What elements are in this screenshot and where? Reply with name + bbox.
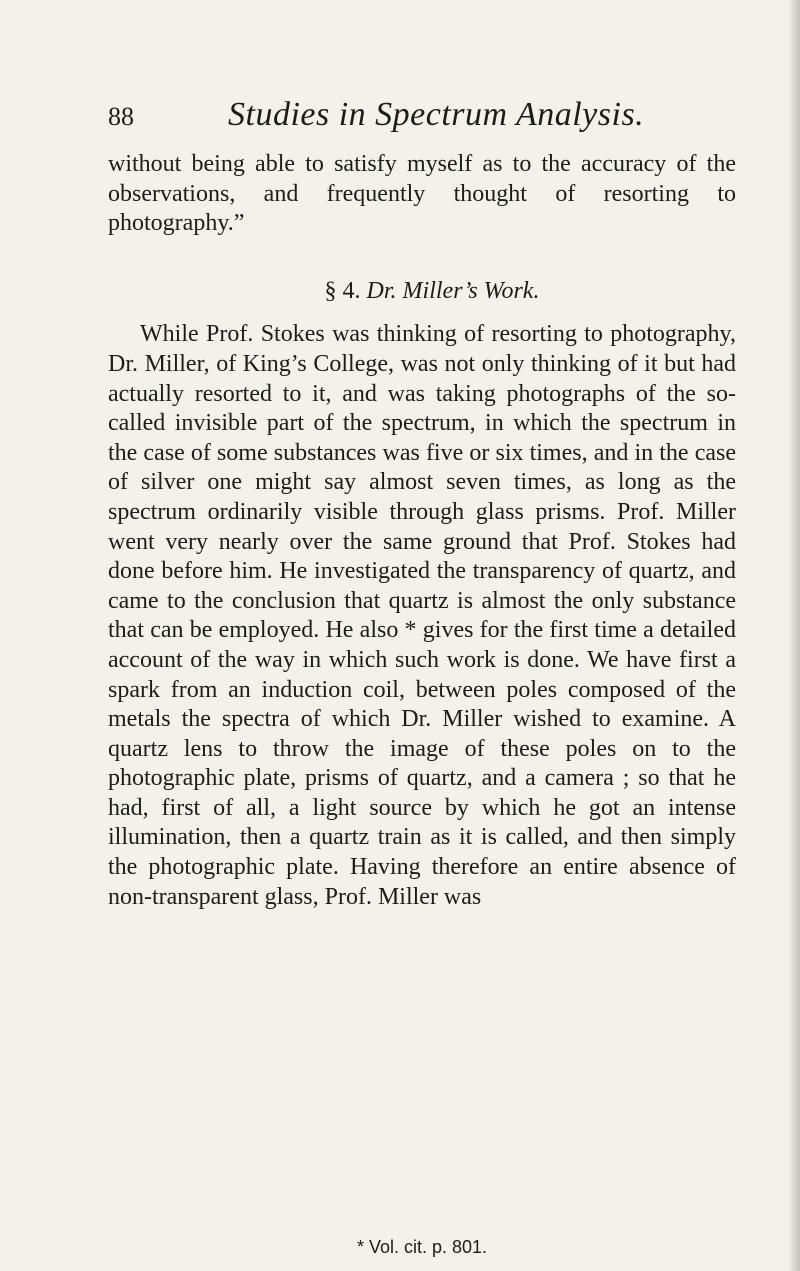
- main-paragraph: While Prof. Stokes was thinking of resorting to photography, Dr. Miller, of King’s College, was not only thinking of it but had actually resorted to it, and was taking photographs of the so-called invisible part of the spectrum, in which the spectrum in the case of some substances was five or six times, and in the case of silver one might say almost seven times, as long as the spectrum ordinarily visible through glass prisms. Prof. Miller went very nearly over the same ground that Prof. Stokes had done before him. He investigated the transparency of quartz, and came to the conclusion that quartz is almost the only substance that can be employed. He also * gives for the first time a detailed account of the way in which such work is done. We have first a spark from an induction coil, between poles composed of the metals the spectra of which Dr. Miller wished to examine. A quartz lens to throw the image of these poles on to the photographic plate, prisms of quartz, and a camera ; so that he had, first of all, a light source by which he got an intense illumination, then a quartz train as it is called, and then simply the photographic plate. Having therefore an entire absence of non-transparent glass, Prof. Miller was: [108, 321, 736, 910]
- section-heading: [108, 277, 736, 307]
- running-title: Studies in Spectrum Analysis.: [228, 96, 645, 133]
- section-title: Dr. Miller’s Work.: [366, 277, 540, 304]
- page-header: [108, 96, 748, 146]
- section-number: § 4.: [324, 277, 361, 304]
- footnote: * Vol. cit. p. 801.: [356, 1237, 488, 1257]
- page-number: 88: [108, 102, 134, 131]
- body-text: [108, 150, 736, 912]
- continuation-paragraph: without being able to satisfy myself as to the accuracy of the observations, and frequently thought of resorting to photography.”: [108, 151, 736, 237]
- page-edge-shadow: [788, 0, 800, 1271]
